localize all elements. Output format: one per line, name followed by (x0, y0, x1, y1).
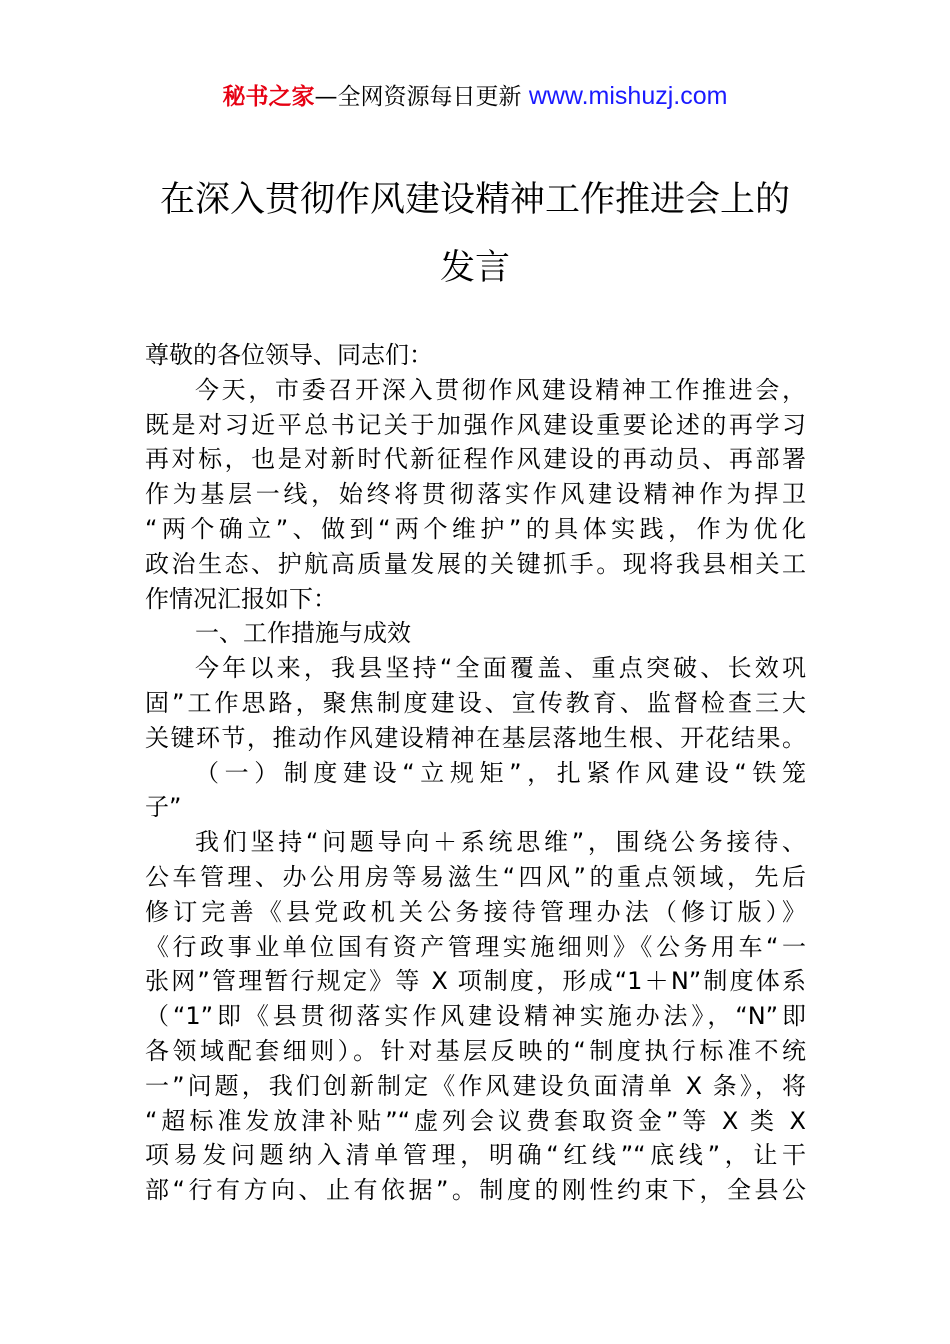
text-line: 我们坚持“问题导向＋系统思维”，围绕公务接待、 (195, 828, 806, 857)
text-line: 部“行有方向、止有依据”。制度的刚性约束下，全县公 (145, 1176, 806, 1205)
text-line: 公车管理、办公用房等易滋生“四风”的重点领域，先后 (145, 862, 806, 891)
text-line: 张网”管理暂行规定》等 X 项制度，形成“1＋N”制度体系 (145, 967, 806, 996)
text-line: “两个确立”、做到“两个维护”的具体实践，作为优化 (145, 514, 806, 543)
text-line: 作情况汇报如下： (145, 584, 337, 613)
text-line: 修订完善《县党政机关公务接待管理办法（修订版）》 (145, 897, 806, 926)
brand-name: 秘书之家 (222, 84, 315, 110)
text-line: 一、工作措施与成效 (195, 619, 411, 648)
document-title-line-2: 发言 (439, 248, 510, 288)
text-line: 作为基层一线，始终将贯彻落实作风建设精神作为捍卫 (145, 480, 806, 509)
text-line: 各领域配套细则）。针对基层反映的“制度执行标准不统 (145, 1036, 806, 1065)
text-line: 今天，市委召开深入贯彻作风建设精神工作推进会， (195, 375, 806, 404)
text-line: 一”问题，我们创新制定《作风建设负面清单 X 条》，将 (145, 1071, 806, 1100)
text-line: 尊敬的各位领导、同志们： (145, 341, 433, 369)
text-line: （一）制度建设“立规矩”，扎紧作风建设“铁笼 (195, 758, 806, 787)
text-line: 关键环节，推动作风建设精神在基层落地生根、开花结果。 (145, 723, 806, 752)
text-line: 子” (145, 793, 182, 822)
site-header (0, 80, 950, 113)
text-line: 《行政事业单位国有资产管理实施细则》《公务用车“一 (145, 932, 806, 961)
text-line: 固”工作思路，聚焦制度建设、宣传教育、监督检查三大 (145, 688, 806, 717)
document-body (145, 338, 806, 1208)
text-line: “超标准发放津补贴”“虚列会议费套取资金”等 X 类 X (145, 1106, 806, 1135)
text-line: 政治生态、护航高质量发展的关键抓手。现将我县相关工 (145, 549, 806, 578)
site-url-link[interactable]: www.mishuzj.com (528, 82, 728, 110)
text-line: 再对标，也是对新时代新征程作风建设的再动员、再部署 (145, 445, 806, 474)
text-line: 今年以来，我县坚持“全面覆盖、重点突破、长效巩 (195, 654, 806, 683)
header-tagline: —全网资源每日更新 (314, 84, 529, 110)
document-title-line-1: 在深入贯彻作风建设精神工作推进会上的 (159, 180, 790, 220)
text-line: 项易发问题纳入清单管理，明确“红线”“底线”，让干 (145, 1141, 806, 1170)
text-line: （“1”即《县贯彻落实作风建设精神实施办法》，“N”即 (145, 1002, 806, 1031)
text-line: 既是对习近平总书记关于加强作风建设重要论述的再学习 (145, 410, 806, 439)
